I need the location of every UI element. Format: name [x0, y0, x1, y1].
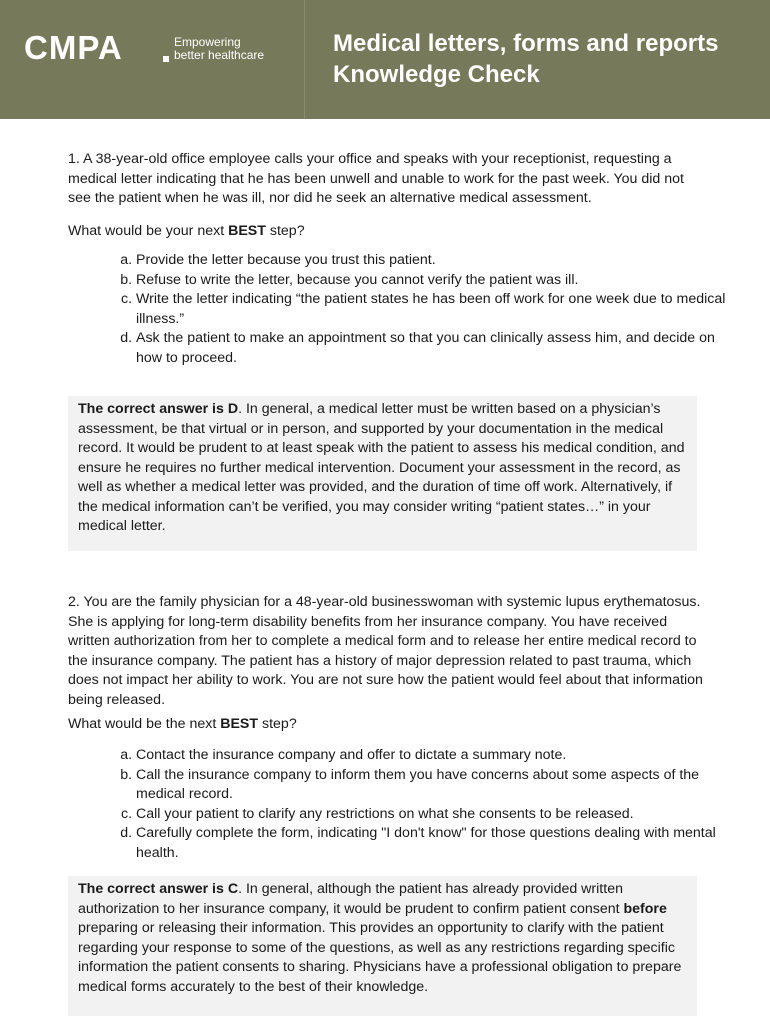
document-title — [333, 28, 753, 90]
question-1-answer-box — [68, 396, 697, 551]
question-2-text: 2. You are the family physician for a 48-year-old businesswoman with systemic lupus erythematosus. She is applying for long-term disability benefits from her insurance company. You have received written authorization from her to complete a medical form and to release her entire medical record to the insurance company. The patient has a history of major depression related to past trauma, which does not impact her ability to work. You are not sure how the patient would feel about that information being released. — [68, 594, 703, 708]
logo-wordmark: CMPA — [24, 29, 123, 66]
option-a: a. Provide the letter because you trust this patient. — [136, 251, 736, 271]
logo-square-icon — [163, 56, 169, 62]
title-line-1: Medical letters, forms and reports — [333, 30, 719, 57]
question-1-text: 1. A 38-year-old office employee calls your office and speaks with your receptionist, requesting a medical letter indicating that he has been unwell and unable to work for the past week. You did not see the patient when he was ill, nor did he seek an alternative medical assessment. — [68, 151, 684, 206]
answer-2-explanation-cont: preparing or releasing their information. This provides an opportunity to clarify with the patient regarding your response to some of the questions, as well as any restrictions regarding specific information the patient consents to sharing. Physicians have a professional obligation to prepare medical forms accurately to the best of their knowledge. — [78, 920, 682, 995]
answer-2-explanation: . In general, although the patient has already provided written authorization to her insurance company, it would be prudent to confirm patient consent — [78, 881, 624, 917]
question-1-options — [108, 251, 736, 368]
option-c: c. Write the letter indicating “the patient states he has been off work for one week due to medical illness.” — [136, 290, 736, 329]
prompt-text: step? — [265, 223, 305, 239]
option-b: b. Call the insurance company to inform them you have concerns about some aspects of the medical record. — [136, 766, 736, 805]
prompt-text: What would be the next — [68, 716, 221, 732]
prompt-text: What would be your next — [68, 223, 229, 239]
option-d: d. Carefully complete the form, indicating "I don't know" for those questions dealing with mental health. — [136, 824, 736, 863]
header-divider — [304, 0, 305, 119]
logo-tagline — [174, 36, 264, 62]
option-b: b. Refuse to write the letter, because you cannot verify the patient was ill. — [136, 271, 736, 291]
option-c: c. Call your patient to clarify any restrictions on what she consents to be released. — [136, 805, 736, 825]
option-d: d. Ask the patient to make an appointment so that you can clinically assess him, and decide on how to proceed. — [136, 329, 736, 368]
prompt-emphasis: BEST — [228, 223, 266, 239]
question-2-options — [108, 746, 736, 863]
page-header — [0, 0, 770, 119]
tagline-line-1: Empowering — [174, 35, 241, 49]
answer-1-text — [78, 400, 687, 537]
question-2-answer-box — [68, 876, 697, 1016]
prompt-emphasis: BEST — [220, 716, 259, 732]
option-a: a. Contact the insurance company and offer to dictate a summary note. — [136, 746, 736, 766]
answer-2-text — [78, 880, 687, 997]
answer-2-label: The correct answer is C — [78, 881, 239, 897]
tagline-line-2: better healthcare — [174, 48, 265, 62]
title-line-2: Knowledge Check — [333, 61, 540, 88]
prompt-text: step? — [258, 716, 297, 732]
answer-1-explanation: . In general, a medical letter must be written based on a physician’s assessment, be that virtual or in person, and supported by your documentation in the medical record. It would be prudent to at least speak with the patient to assess his medical condition, and ensure he requires no further medical intervention. Document your assessment in the record, as well as whether a medical letter was provided, and the duration of time off work. Alternatively, if the medical information can’t be verified, you may consider writing “patient states…” in your medical letter. — [78, 401, 685, 534]
answer-1-label: The correct answer is D — [78, 401, 239, 417]
question-2-prompt — [68, 715, 297, 735]
question-1-prompt — [68, 222, 305, 242]
answer-2-emphasis: before — [623, 900, 667, 917]
